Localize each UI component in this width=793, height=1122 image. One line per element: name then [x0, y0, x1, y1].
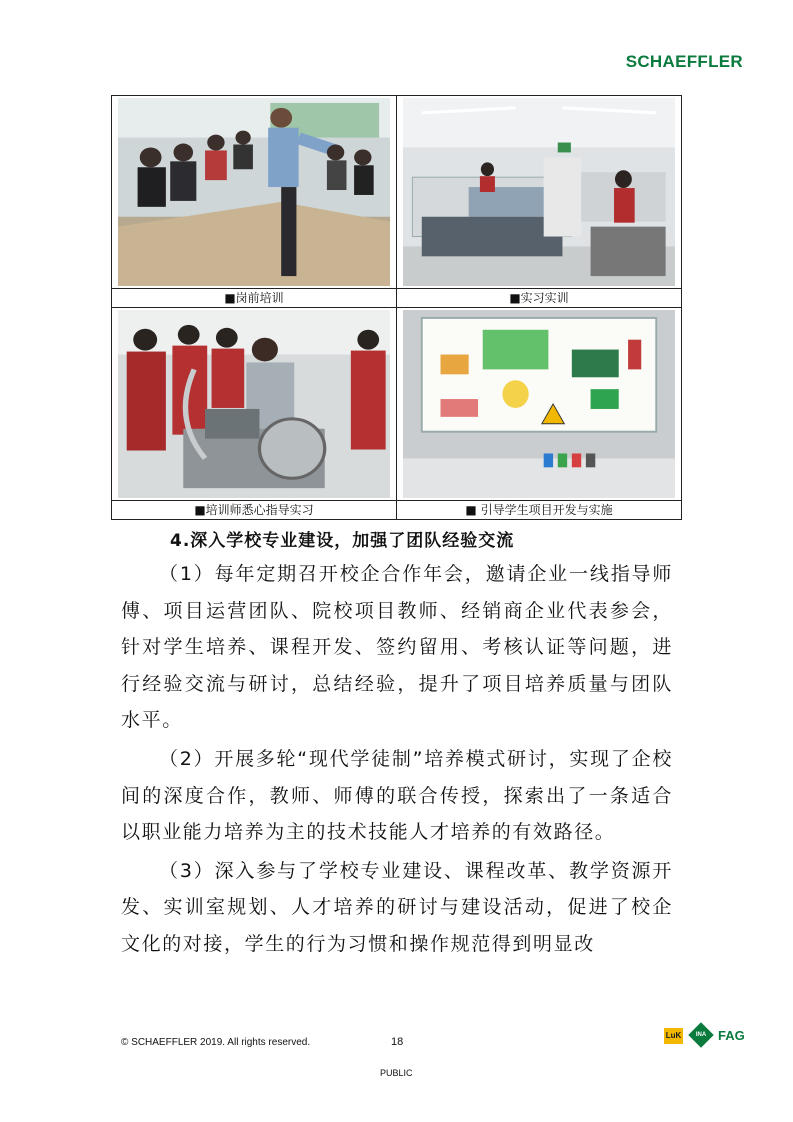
paragraph-3: （3）深入参与了学校专业建设、课程改革、教学资源开发、实训室规划、人才培养的研讨与建设活动，促进了校企文化的对接，学生的行为习惯和操作规范得到明显改: [121, 859, 673, 955]
luk-logo: LuK: [664, 1028, 683, 1044]
lathe-instruction-photo: [118, 310, 390, 498]
brand-logo: SCHAEFFLER: [625, 52, 743, 71]
classification-label: PUBLIC: [380, 1068, 413, 1078]
paragraph-1: （1）每年定期召开校企合作年会，邀请企业一线指导师傅、项目运营团队、院校项目教师、经销商企业代表参会，针对学生培养、课程开发、签约留用、考核认证等问题，进行经验交流与研讨，总结经验，提升了项目培养质量与团队水平。: [121, 563, 673, 732]
caption-workshop: ■实习实训: [397, 289, 682, 308]
section-heading: 4.深入学校专业建设，加强了团队经验交流: [170, 531, 515, 551]
caption-board: ■ 引导学生项目开发与实施: [397, 501, 682, 520]
copyright-notice: © SCHAEFFLER 2019. All rights reserved.: [121, 1037, 311, 1048]
photo-cell-workshop: [397, 96, 682, 289]
brand-logos: [664, 1024, 748, 1048]
caption-classroom: ■岗前培训: [112, 289, 397, 308]
paragraph-2: （2）开展多轮“现代学徒制”培养模式研讨，实现了企校间的深度合作，教师、师傅的联合传授，探索出了一条适合以职业能力培养为主的技术技能人才培养的有效路径。: [121, 747, 673, 844]
fag-logo: FAG: [718, 1028, 745, 1043]
ina-logo-text: INA: [695, 1032, 707, 1038]
ina-logo: [688, 1022, 713, 1047]
photo-cell-board: [397, 308, 682, 501]
classroom-photo: [118, 98, 390, 286]
safety-board-photo: [403, 310, 675, 498]
workshop-photo: [403, 98, 675, 286]
photo-cell-lathe: [112, 308, 397, 501]
page-number: 18: [391, 1036, 404, 1048]
photo-grid: [111, 95, 682, 520]
photo-cell-classroom: [112, 96, 397, 289]
caption-lathe: ■培训师悉心指导实习: [112, 501, 397, 520]
body-text: [121, 556, 673, 965]
